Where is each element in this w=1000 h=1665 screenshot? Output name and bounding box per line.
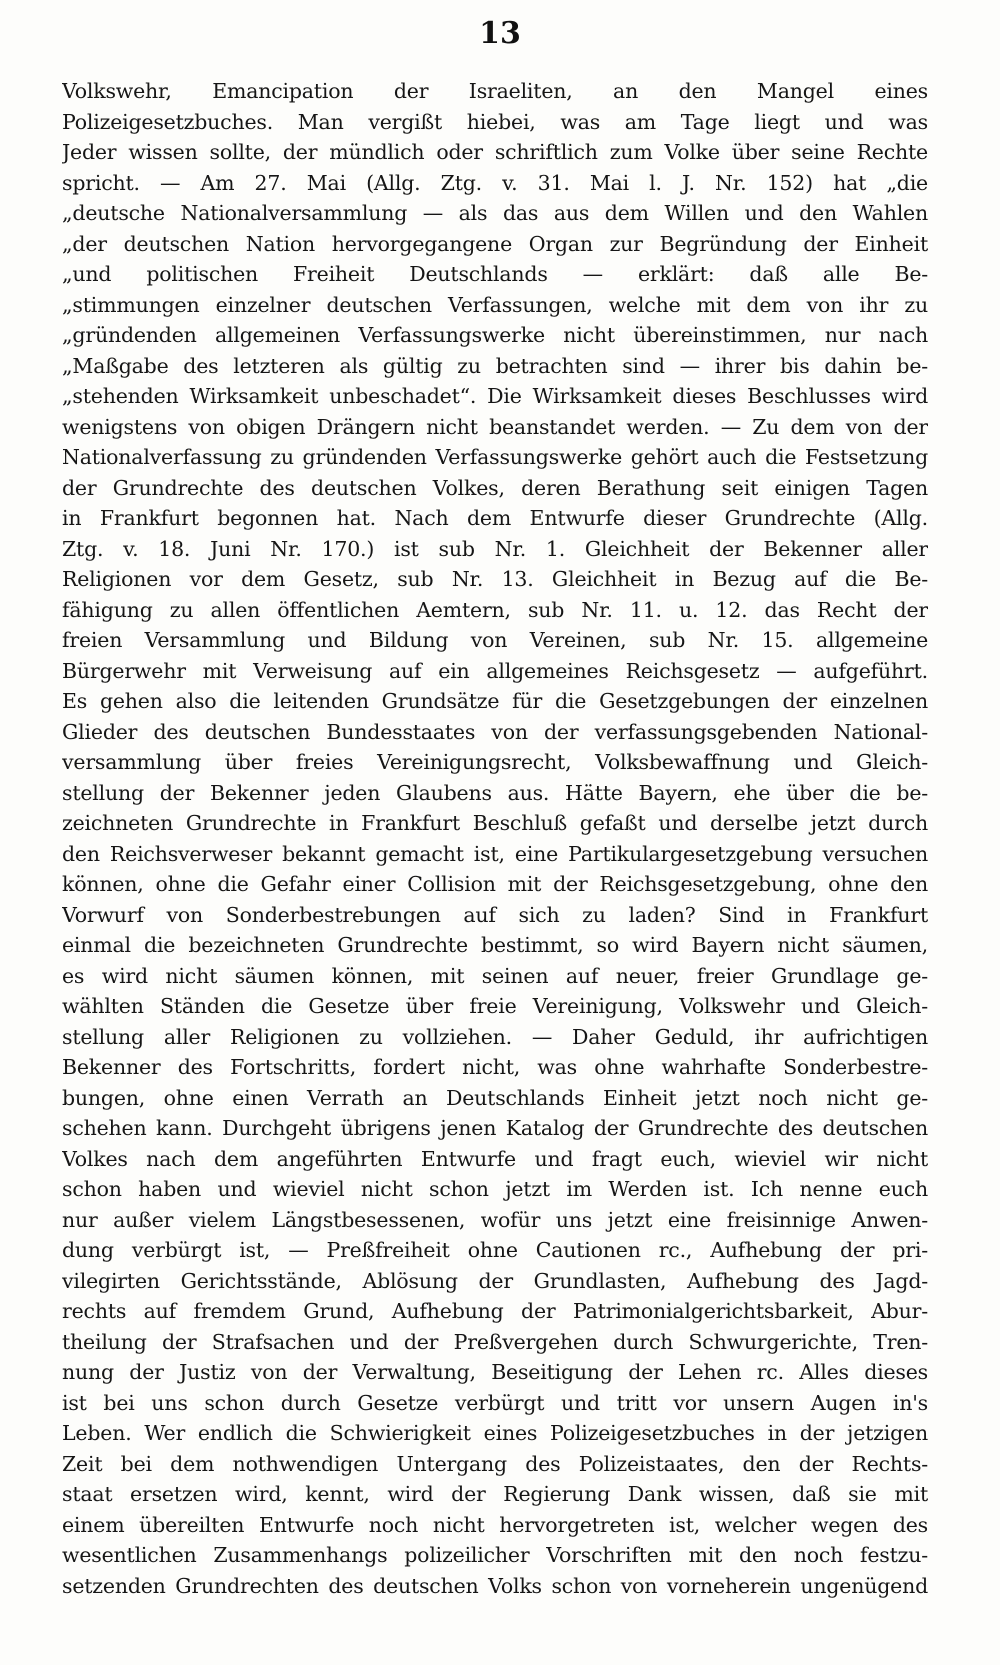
- text-line: nung der Justiz von der Verwaltung, Beseitigung der Lehen rc. Alles dieses: [62, 1360, 928, 1384]
- text-line: einmal die bezeichneten Grundrechte bestimmt, so wird Bayern nicht säumen,: [62, 933, 928, 957]
- text-line: versammlung über freies Vereinigungsrecht, Volksbewaffnung und Gleich-: [62, 750, 928, 774]
- text-line: wesentlichen Zusammenhangs polizeilicher Vorschriften mit den noch festzu-: [62, 1543, 928, 1567]
- text-line: staat ersetzen wird, kennt, wird der Regierung Dank wissen, daß sie mit: [62, 1482, 928, 1506]
- text-line: schehen kann. Durchgeht übrigens jenen Katalog der Grundrechte des deutschen: [62, 1116, 928, 1140]
- text-line: spricht. — Am 27. Mai (Allg. Ztg. v. 31. Mai l. J. Nr. 152) hat „die: [62, 170, 928, 195]
- text-line: schon haben und wieviel nicht schon jetzt im Werden ist. Ich nenne euch: [62, 1177, 928, 1201]
- text-line: Zeit bei dem nothwendigen Untergang des Polizeistaates, den der Rechts-: [62, 1451, 928, 1476]
- text-line: „stimmungen einzelner deutschen Verfassungen, welche mit dem von ihr zu: [62, 292, 928, 317]
- text-line: nur außer vielem Längstbesessenen, wofür uns jetzt eine freisinnige Anwen-: [62, 1207, 928, 1232]
- text-line: Vorwurf von Sonderbestrebungen auf sich zu laden? Sind in Frankfurt: [62, 902, 928, 927]
- text-line: stellung aller Religionen zu vollziehen. — Daher Geduld, ihr aufrichtigen: [62, 1024, 928, 1049]
- text-line: ist bei uns schon durch Gesetze verbürgt und tritt vor unsern Augen in's: [62, 1390, 928, 1415]
- text-line: in Frankfurt begonnen hat. Nach dem Entwurfe dieser Grundrechte (Allg.: [62, 506, 928, 530]
- text-line: Polizeigesetzbuches. Man vergißt hiebei, was am Tage liegt und was: [62, 109, 928, 134]
- text-line: Ztg. v. 18. Juni Nr. 170.) ist sub Nr. 1. Gleichheit der Bekenner aller: [62, 536, 928, 561]
- text-line: Bürgerwehr mit Verweisung auf ein allgemeines Reichsgesetz — aufgeführt.: [62, 658, 928, 683]
- text-line: wenigstens von obigen Drängern nicht beanstandet werden. — Zu dem von der: [62, 414, 928, 439]
- text-line: Jeder wissen sollte, der mündlich oder schriftlich zum Volke über seine Rechte: [62, 140, 928, 164]
- text-line: „und politischen Freiheit Deutschlands — erklärt: daß alle Be-: [62, 262, 928, 286]
- text-line: setzenden Grundrechten des deutschen Volks schon von vorneherein ungenügend: [62, 1573, 928, 1598]
- text-line: können, ohne die Gefahr einer Collision mit der Reichsgesetzgebung, ohne den: [62, 872, 928, 896]
- text-line: fähigung zu allen öffentlichen Aemtern, sub Nr. 11. u. 12. das Recht der: [62, 597, 928, 622]
- text-line: vilegirten Gerichtsstände, Ablösung der Grundlasten, Aufhebung des Jagd-: [62, 1268, 928, 1293]
- text-line: „deutsche Nationalversammlung — als das aus dem Willen und den Wahlen: [62, 201, 928, 225]
- text-line: es wird nicht säumen können, mit seinen auf neuer, freier Grundlage ge-: [62, 963, 928, 988]
- text-line: zeichneten Grundrechte in Frankfurt Beschluß gefaßt und derselbe jetzt durch: [62, 811, 928, 835]
- text-line: stellung der Bekenner jeden Glaubens aus. Hätte Bayern, ehe über die be-: [62, 780, 928, 805]
- text-line: „gründenden allgemeinen Verfassungswerke nicht übereinstimmen, nur nach: [62, 323, 928, 347]
- text-line: Nationalverfassung zu gründenden Verfassungswerke gehört auch die Festsetzung: [62, 445, 928, 469]
- text-line: theilung der Strafsachen und der Preßvergehen durch Schwurgerichte, Tren-: [62, 1329, 928, 1354]
- text-line: den Reichsverweser bekannt gemacht ist, eine Partikulargesetzgebung versuchen: [62, 841, 928, 866]
- text-line: wählten Ständen die Gesetze über freie Vereinigung, Volkswehr und Gleich-: [62, 994, 928, 1018]
- text-line: bungen, ohne einen Verrath an Deutschlands Einheit jetzt noch nicht ge-: [62, 1085, 928, 1110]
- text-line: der Grundrechte des deutschen Volkes, deren Berathung seit einigen Tagen: [62, 475, 928, 500]
- text-line: freien Versammlung und Bildung von Vereinen, sub Nr. 15. allgemeine: [62, 628, 928, 652]
- text-line: „stehenden Wirksamkeit unbeschadet“. Die Wirksamkeit dieses Beschlusses wird: [62, 384, 928, 408]
- body-text: [62, 76, 928, 1601]
- text-line: Glieder des deutschen Bundesstaates von der verfassungsgebenden National-: [62, 719, 928, 744]
- page-number: 13: [479, 16, 521, 51]
- text-line: Bekenner des Fortschritts, fordert nicht, was ohne wahrhafte Sonderbestre-: [62, 1055, 928, 1079]
- text-line: „Maßgabe des letzteren als gültig zu betrachten sind — ihrer bis dahin be-: [62, 353, 928, 378]
- text-line: einem übereilten Entwurfe noch nicht hervorgetreten ist, welcher wegen des: [62, 1512, 928, 1537]
- text-line: Volkswehr, Emancipation der Israeliten, an den Mangel eines: [62, 79, 928, 103]
- text-line: Religionen vor dem Gesetz, sub Nr. 13. Gleichheit in Bezug auf die Be-: [62, 567, 928, 591]
- text-line: rechts auf fremdem Grund, Aufhebung der Patrimonialgerichtsbarkeit, Abur-: [62, 1299, 928, 1323]
- text-line: Leben. Wer endlich die Schwierigkeit eines Polizeigesetzbuches in der jetzigen: [62, 1421, 928, 1445]
- text-line: dung verbürgt ist, — Preßfreiheit ohne Cautionen rc., Aufhebung der pri-: [62, 1238, 928, 1262]
- text-line: Es gehen also die leitenden Grundsätze für die Gesetzgebungen der einzelnen: [62, 689, 928, 713]
- text-line: „der deutschen Nation hervorgegangene Organ zur Begründung der Einheit: [62, 231, 928, 256]
- text-line: Volkes nach dem angeführten Entwurfe und fragt euch, wieviel wir nicht: [62, 1146, 928, 1171]
